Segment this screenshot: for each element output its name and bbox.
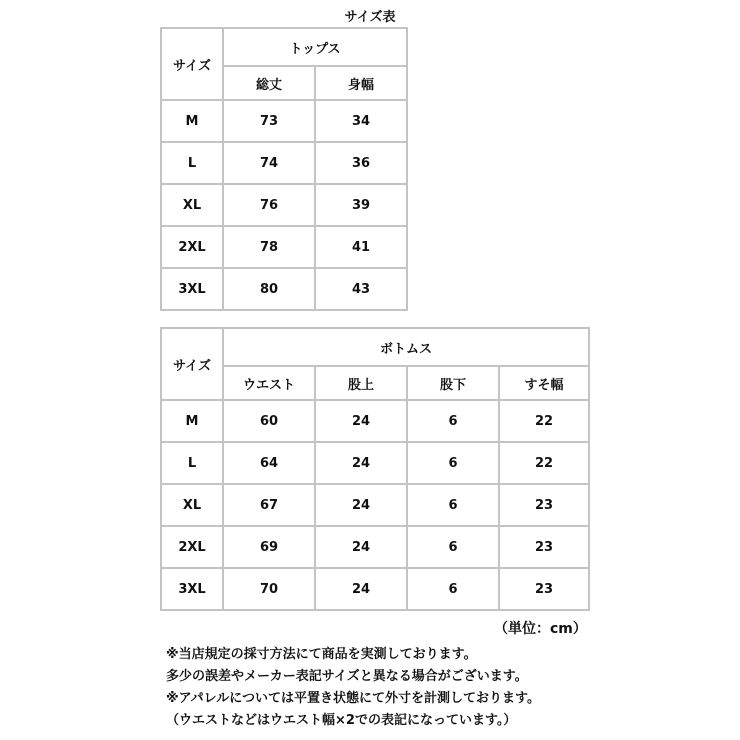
value-cell: 43 — [315, 268, 407, 310]
table-row — [161, 442, 589, 484]
value-cell: 80 — [223, 268, 315, 310]
table-row — [161, 268, 407, 310]
bottoms-size-table — [160, 327, 590, 611]
size-cell: XL — [161, 184, 223, 226]
note-line: ※アパレルについては平置き状態にて外寸を計測しております。 — [166, 691, 540, 706]
note-line: ※当店規定の採寸方法にて商品を実測しております。 — [166, 647, 477, 662]
table-row — [161, 142, 407, 184]
column-header-hem-width: すそ幅 — [499, 366, 589, 400]
value-cell: 41 — [315, 226, 407, 268]
size-column-header: サイズ — [161, 28, 223, 100]
value-cell: 23 — [499, 526, 589, 568]
value-cell: 24 — [315, 484, 407, 526]
size-cell: 2XL — [161, 226, 223, 268]
value-cell: 22 — [499, 400, 589, 442]
value-cell: 23 — [499, 484, 589, 526]
value-cell: 78 — [223, 226, 315, 268]
size-cell: XL — [161, 484, 223, 526]
page-title: サイズ表 — [344, 10, 396, 25]
value-cell: 69 — [223, 526, 315, 568]
value-cell: 34 — [315, 100, 407, 142]
value-cell: 23 — [499, 568, 589, 610]
value-cell: 6 — [407, 442, 499, 484]
value-cell: 6 — [407, 484, 499, 526]
note-line: （ウエストなどはウエスト幅×2での表記になっています。） — [166, 713, 517, 728]
size-cell: L — [161, 442, 223, 484]
size-cell: M — [161, 400, 223, 442]
size-column-header: サイズ — [161, 328, 223, 400]
table-row — [161, 100, 407, 142]
size-cell: L — [161, 142, 223, 184]
value-cell: 73 — [223, 100, 315, 142]
size-cell: M — [161, 100, 223, 142]
column-header-rise: 股上 — [315, 366, 407, 400]
value-cell: 24 — [315, 400, 407, 442]
table-row — [161, 184, 407, 226]
value-cell: 60 — [223, 400, 315, 442]
column-header-inseam: 股下 — [407, 366, 499, 400]
size-cell: 3XL — [161, 268, 223, 310]
column-header-waist: ウエスト — [223, 366, 315, 400]
value-cell: 76 — [223, 184, 315, 226]
bottoms-group-header: ボトムス — [223, 328, 589, 366]
table-row — [161, 226, 407, 268]
value-cell: 22 — [499, 442, 589, 484]
table-row — [161, 526, 589, 568]
value-cell: 6 — [407, 568, 499, 610]
value-cell: 64 — [223, 442, 315, 484]
value-cell: 6 — [407, 400, 499, 442]
unit-label: （単位：cm） — [494, 621, 587, 637]
value-cell: 24 — [315, 526, 407, 568]
column-header-width: 身幅 — [315, 66, 407, 100]
table-row — [161, 400, 589, 442]
value-cell: 24 — [315, 442, 407, 484]
tops-group-header: トップス — [223, 28, 407, 66]
column-header-length: 総丈 — [223, 66, 315, 100]
notes — [166, 644, 726, 732]
table-row — [161, 568, 589, 610]
value-cell: 6 — [407, 526, 499, 568]
size-cell: 2XL — [161, 526, 223, 568]
note-line: 多少の誤差やメーカー表記サイズと異なる場合がございます。 — [166, 669, 528, 684]
table-row — [161, 484, 589, 526]
value-cell: 39 — [315, 184, 407, 226]
value-cell: 74 — [223, 142, 315, 184]
value-cell: 36 — [315, 142, 407, 184]
tops-size-table — [160, 27, 408, 311]
value-cell: 24 — [315, 568, 407, 610]
value-cell: 67 — [223, 484, 315, 526]
value-cell: 70 — [223, 568, 315, 610]
size-cell: 3XL — [161, 568, 223, 610]
